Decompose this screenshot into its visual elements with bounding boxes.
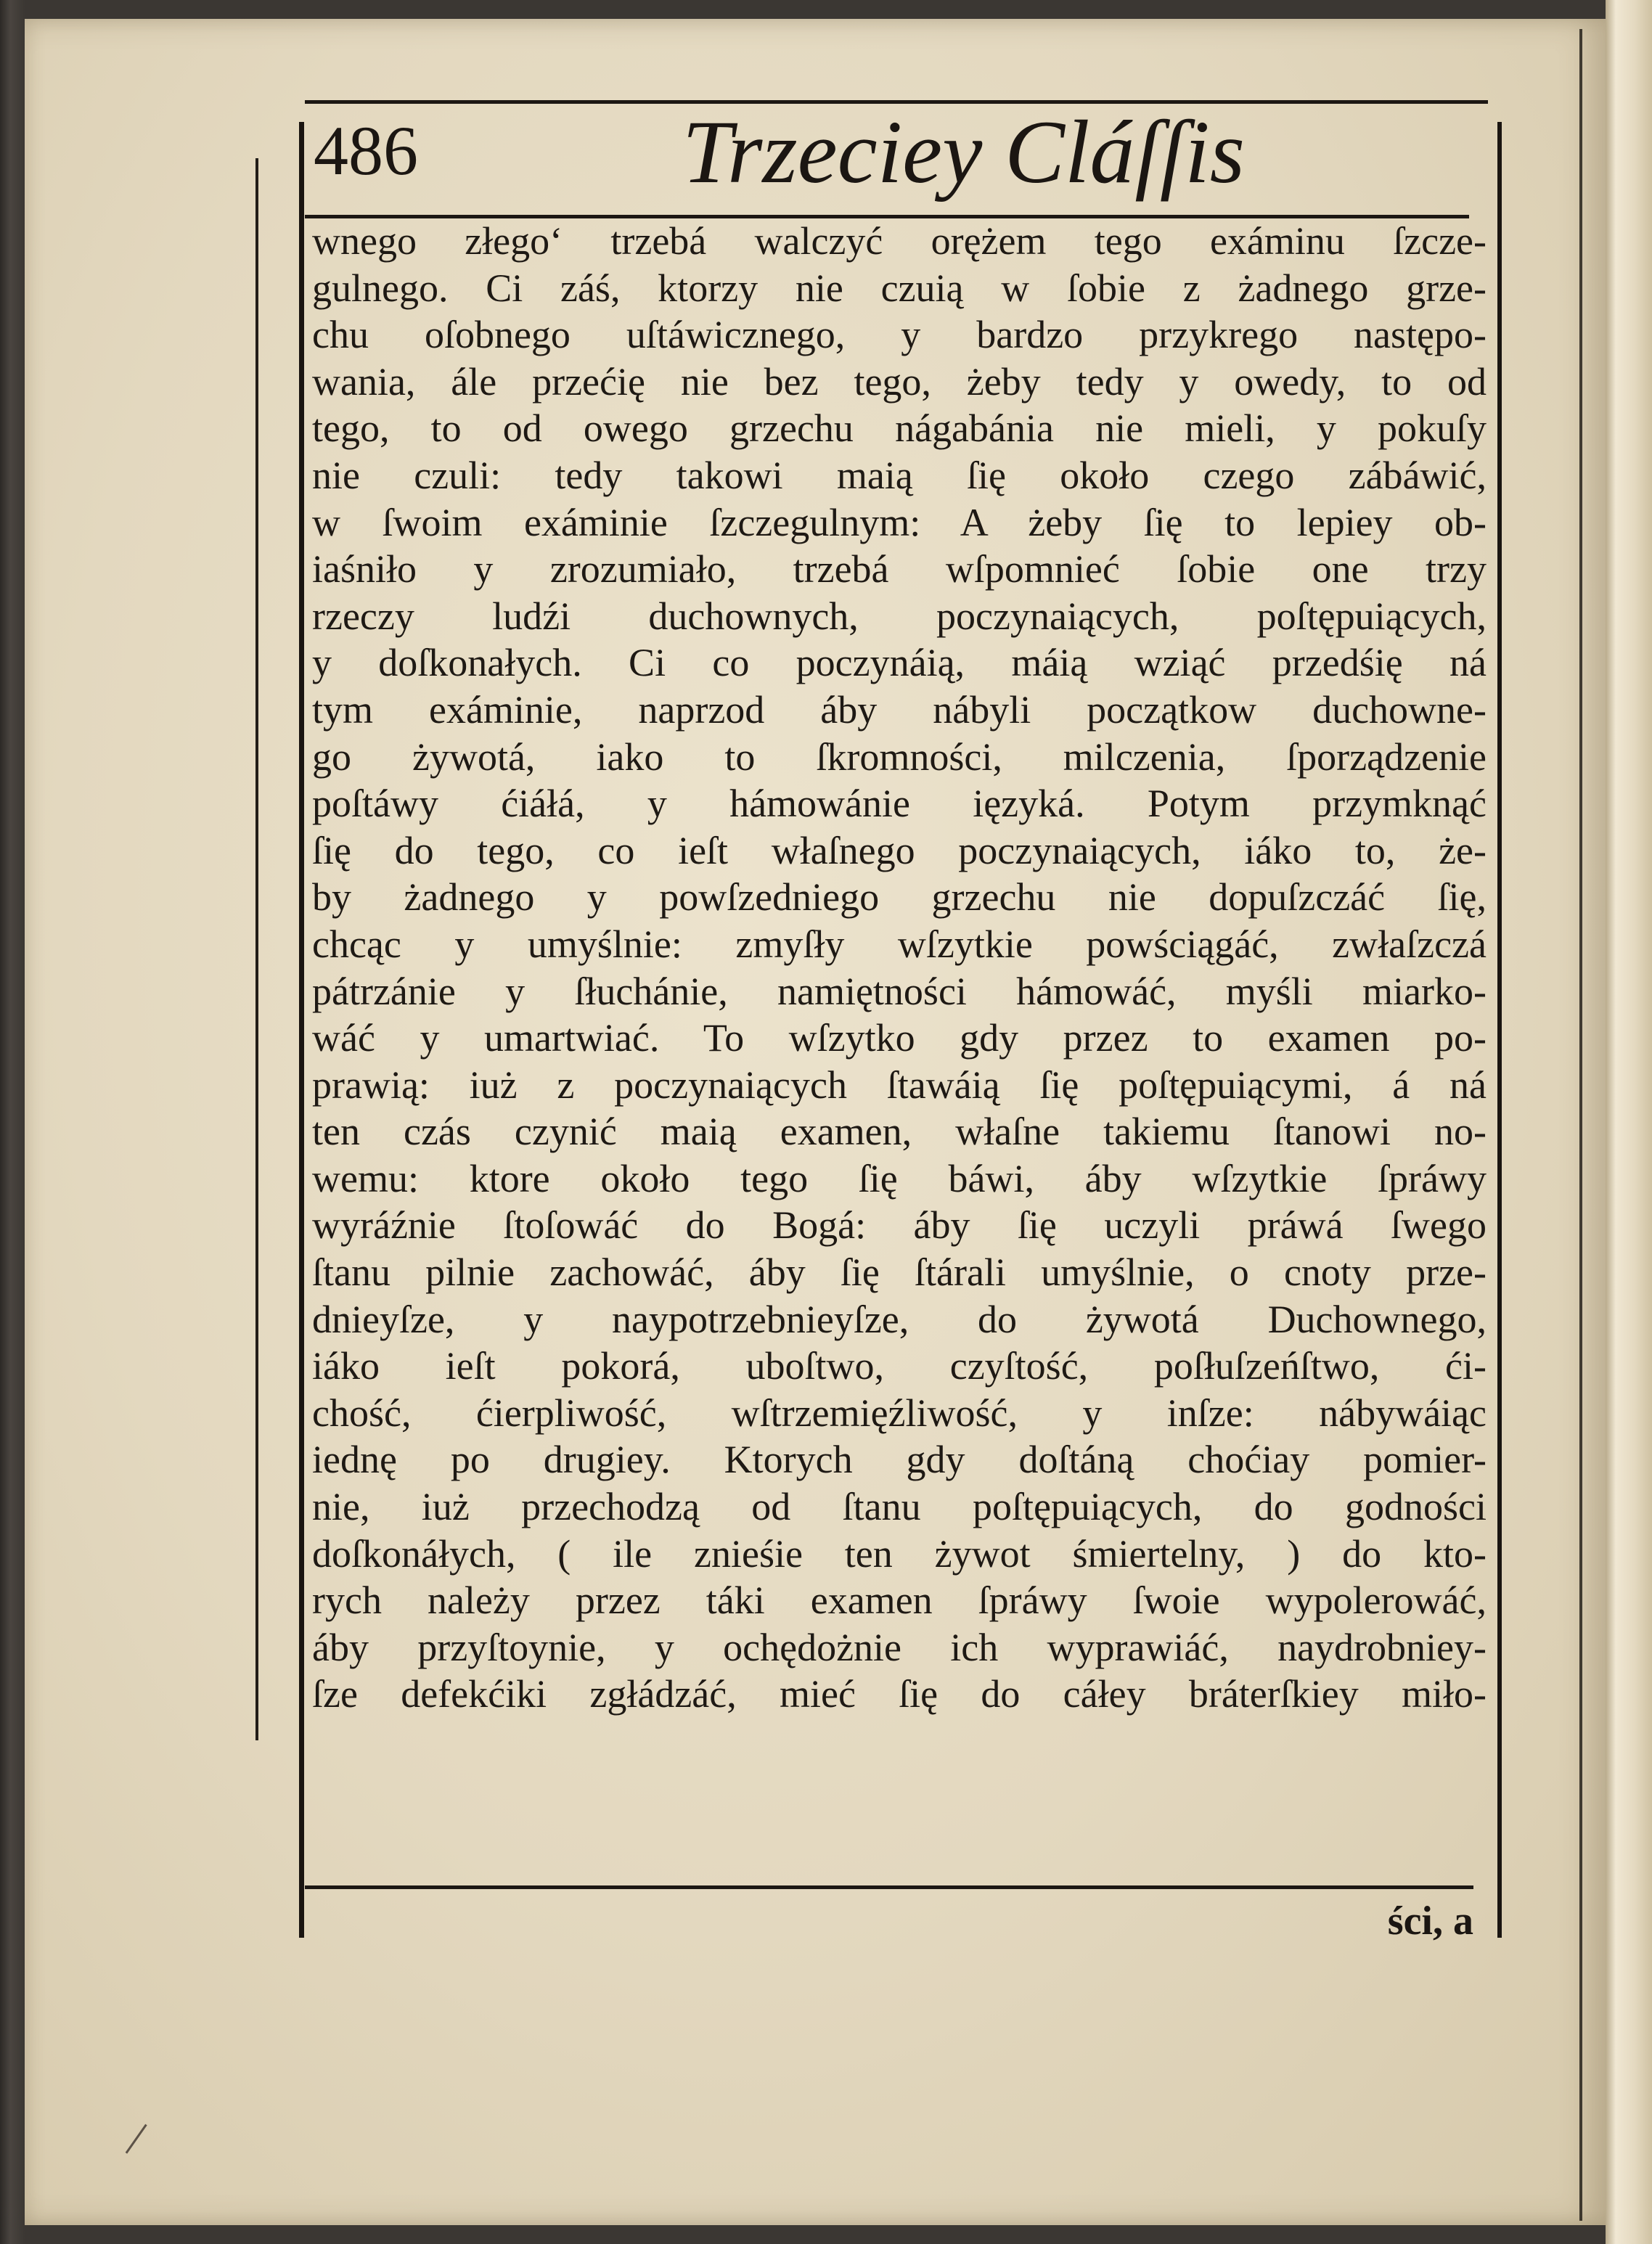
text-line: iaśniło y zrozumiało, trzebá wſpomnieć ſobie one trzy [312, 547, 1487, 591]
text-line: dnieyſze, y naypotrzebnieyſze, do żywotá Duchownego, [312, 1297, 1487, 1341]
text-line: rych należy przez táki examen ſpráwy ſwoie wypolerowáć, [312, 1578, 1487, 1623]
text-line: nie czuli: tedy takowi maią ſię około czego zábáwić, [312, 453, 1487, 497]
text-line: gulnego. Ci záś, ktorzy nie czuią w ſobie z żadnego grze- [312, 266, 1487, 310]
text-line: prawią: iuż z poczynaiących ſtawáią ſię poſtępuiącymi, á ná [312, 1062, 1487, 1107]
text-line: pátrzánie y ſłuchánie, namiętności hámowáć, myśli miarko- [312, 969, 1487, 1013]
text-line: chcąc y umyślnie: zmyſły wſzytkie powściągáć, zwłaſzczá [312, 922, 1487, 966]
text-line: tym exáminie, naprzod áby nábyli początkow duchowne- [312, 687, 1487, 732]
page-edge-line [1579, 29, 1582, 2221]
text-line: ſze defekćiki zgłádzáć, mieć ſię do cáłey bráterſkiey miło- [312, 1672, 1487, 1716]
text-line: ten czás czynić maią examen, właſne takiemu ſtanowi no- [312, 1110, 1487, 1154]
text-line: rzeczy ludźi duchownych, poczynaiących, poſtępuiących, [312, 594, 1487, 638]
catchword: ści, a [1387, 1899, 1473, 1944]
text-line: w ſwoim exáminie ſzczegulnym: A żeby ſię to lepiey ob- [312, 500, 1487, 544]
text-line: tego, to od owego grzechu nágabánia nie mieli, y pokuſy [312, 406, 1487, 451]
page-number: 486 [314, 112, 418, 189]
text-line: poſtáwy ćiáłá, y hámowánie ięzyká. Potym przymknąć [312, 782, 1487, 826]
text-line: ſię do tego, co ieſt właſnego poczynaiących, iáko to, że- [312, 828, 1487, 872]
text-line: doſkonáłych, ( ile znieśie ten żywot śmiertelny, ) do kto- [312, 1531, 1487, 1576]
text-line: by żadnego y powſzedniego grzechu nie dopuſzczáć ſię, [312, 875, 1487, 920]
text-line: chość, ćierpliwość, wſtrzemięźliwość, y inſze: nábywáiąc [312, 1391, 1487, 1435]
text-line: y doſkonałych. Ci co poczynáią, máią wziąć przedśię ná [312, 641, 1487, 685]
text-line: wyráźnie ſtoſowáć do Bogá: áby ſię uczyli práwá ſwego [312, 1203, 1487, 1248]
text-line: chu oſobnego uſtáwicznego, y bardzo przykrego następo- [312, 313, 1487, 357]
facing-page-edge [1606, 0, 1652, 2244]
text-line: iáko ieſt pokorá, uboſtwo, czyſtość, poſłuſzeńſtwo, ći- [312, 1344, 1487, 1388]
text-line: nie, iuż przechodzą od ſtanu poſtępuiących, do godności [312, 1485, 1487, 1529]
text-line: wáć y umartwiać. To wſzytko gdy przez to examen po- [312, 1016, 1487, 1060]
text-line: go żywotá, iako to ſkromności, milczenia, ſporządzenie [312, 734, 1487, 779]
text-line: iednę po drugiey. Ktorych gdy doſtáną choćiay pomier- [312, 1438, 1487, 1482]
text-line: wania, ále przećię nie bez tego, żeby tedy y owedy, to od [312, 359, 1487, 404]
text-line: wemu: ktore około tego ſię báwi, áby wſzytkie ſpráwy [312, 1156, 1487, 1200]
running-head: Trzeciey Cláſſis [682, 102, 1245, 202]
text-line: wnego złego‘ trzebá walczyć orężem tego exáminu ſzcze- [312, 219, 1487, 263]
text-line: ſtanu pilnie zachowáć, áby ſię ſtárali umyślnie, o cnoty prze- [312, 1250, 1487, 1295]
text-line: áby przyſtoynie, y ochędożnie ich wyprawiáć, naydrobniey- [312, 1625, 1487, 1669]
body-text [312, 218, 1487, 1887]
outer-border-line [255, 158, 258, 1740]
